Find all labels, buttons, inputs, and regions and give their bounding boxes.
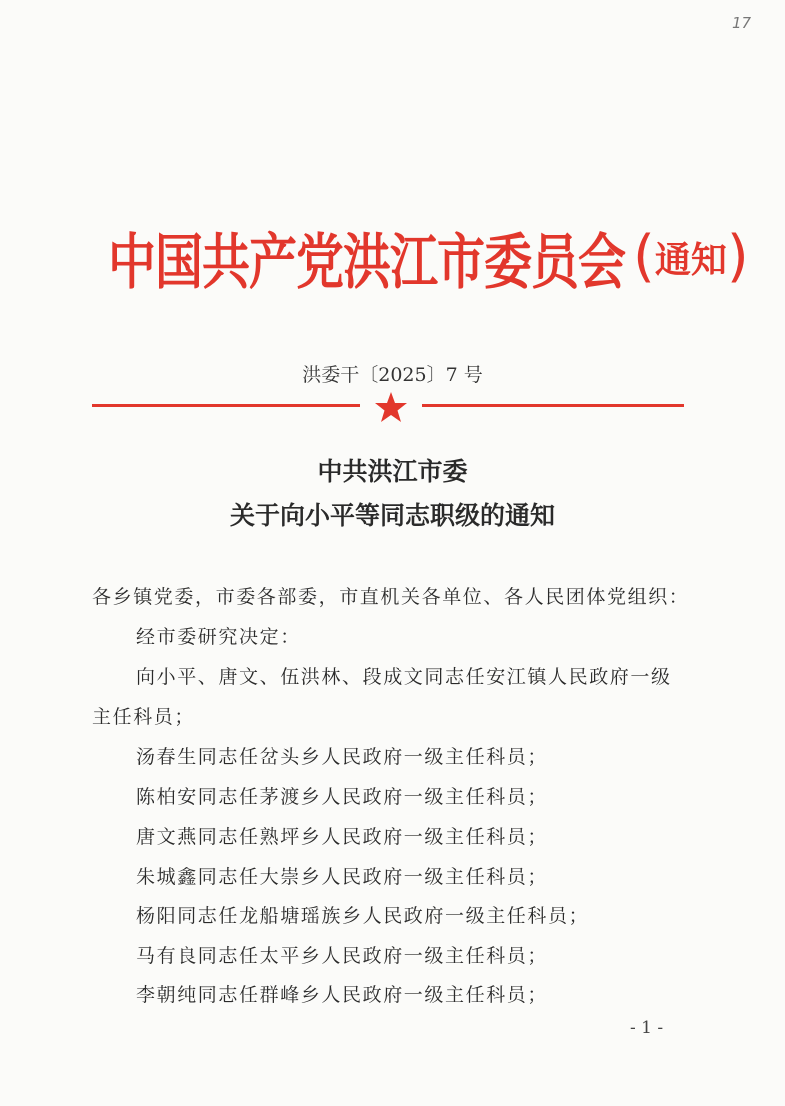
red-star-icon [374,390,408,424]
appointment-line: 杨阳同志任龙船塘瑶族乡人民政府一级主任科员； [136,905,590,927]
appointment-line-1a: 向小平、唐文、伍洪林、段成文同志任安江镇人民政府一级 [136,666,672,688]
header-paren-close: ) [726,224,749,289]
appointment-line: 唐文燕同志任熟坪乡人民政府一级主任科员； [136,826,549,848]
appointment-line: 朱城鑫同志任大崇乡人民政府一级主任科员； [136,866,549,888]
recipients-line: 各乡镇党委，市委各部委，市直机关各单位、各人民团体党组织： [92,586,690,608]
handwritten-page-mark: 17 [732,14,752,32]
appointment-line: 马有良同志任太平乡人民政府一级主任科员； [136,945,549,967]
appointment-line: 陈柏安同志任茅渡乡人民政府一级主任科员； [136,786,549,808]
document-number: 洪委干〔2025〕7 号 [302,364,483,386]
red-divider-right [422,404,684,407]
appointment-line: 李朝纯同志任群峰乡人民政府一级主任科员； [136,984,549,1006]
page-number: - 1 - [630,1018,664,1038]
notice-title-line1: 中共洪江市委 [317,457,468,486]
red-divider-left [92,404,360,407]
header-doc-type: 通知 [654,239,727,281]
intro-line: 经市委研究决定： [136,626,301,648]
header-paren-open: ( [633,224,655,289]
notice-title-line2: 关于向小平等同志职级的通知 [229,501,555,530]
appointment-line-1b: 主任科员； [92,706,196,728]
appointment-line: 汤春生同志任岔头乡人民政府一级主任科员； [136,746,549,768]
header-doc-type-group [633,224,749,289]
header-org-name: 中国共产党洪江市委员会 [108,227,626,298]
red-header [108,212,749,302]
